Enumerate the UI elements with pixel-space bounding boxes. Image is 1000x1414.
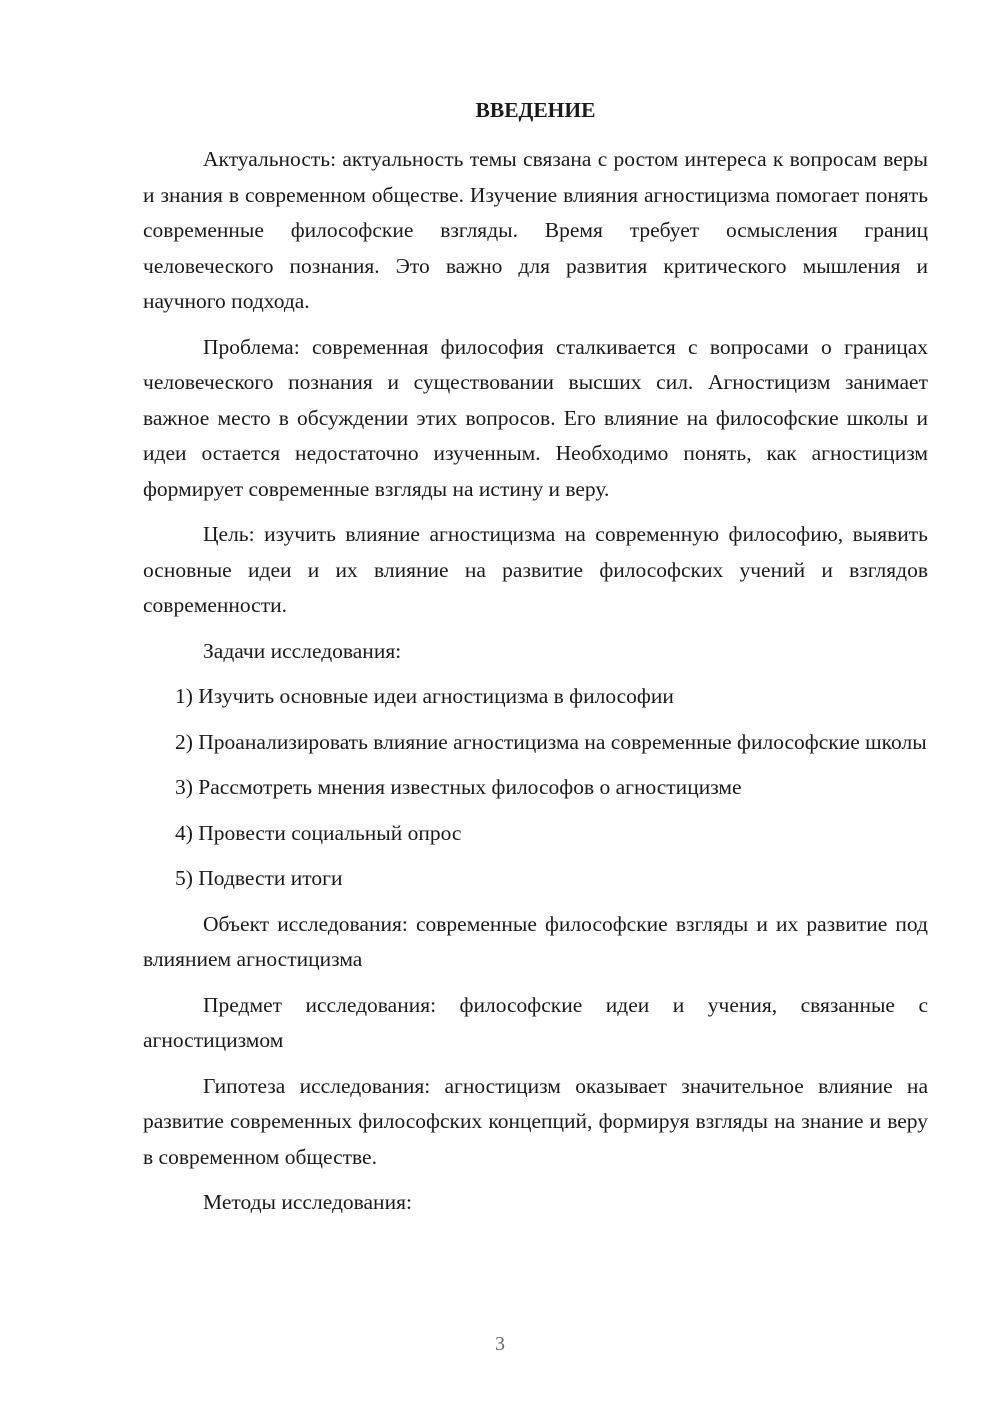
paragraph-subject: Предмет исследования: философские идеи и учения, связанные с агностицизмом [143, 992, 928, 1052]
paragraph-methods-heading: Методы исследования: [203, 1190, 412, 1214]
paragraph-hypothesis: Гипотеза исследования: агностицизм оказывает значительное влияние на развитие современных философских концепций, формируя взгляды на знание и веру в современном обществе. [143, 1073, 928, 1169]
section-title: ВВЕДЕНИЕ [475, 98, 596, 122]
paragraph-object: Объект исследования: современные философские взгляды и их развитие под влиянием агностицизма [143, 911, 928, 971]
task-item: 1) Изучить основные идеи агностицизма в философии [175, 684, 674, 708]
task-item: 4) Провести социальный опрос [175, 820, 462, 845]
task-item: 3) Рассмотреть мнения известных философов о агностицизме [175, 775, 742, 799]
task-item: 2) Проанализировать влияние агностицизма на современные философские школы [175, 729, 927, 754]
page-content [143, 94, 928, 1231]
paragraph-problem: Проблема: современная философия сталкивается с вопросами о границах человеческого познания и существовании высших сил. Агностицизм занимает важное место в обсуждении этих вопросов. Его влияние на философские школы и идеи остается недостаточно изученным. Необходимо понять, как агностицизм формирует современные взгляды на истину и веру. [143, 334, 928, 501]
paragraph-tasks-heading: Задачи исследования: [203, 638, 402, 663]
page-number: 3 [495, 1333, 505, 1355]
paragraph-goal: Цель: изучить влияние агностицизма на современную философию, выявить основные идеи и их влияние на развитие философских учений и взглядов современности. [143, 522, 928, 617]
paragraph-relevance: Актуальность: актуальность темы связана с ростом интереса к вопросам веры и знания в современном обществе. Изучение влияния агностицизма помогает понять современные философские взгляды. Время требует осмысления границ человеческого познания. Это важно для развития критического мышления и научного подхода. [143, 147, 928, 313]
task-item: 5) Подвести итоги [175, 866, 343, 890]
